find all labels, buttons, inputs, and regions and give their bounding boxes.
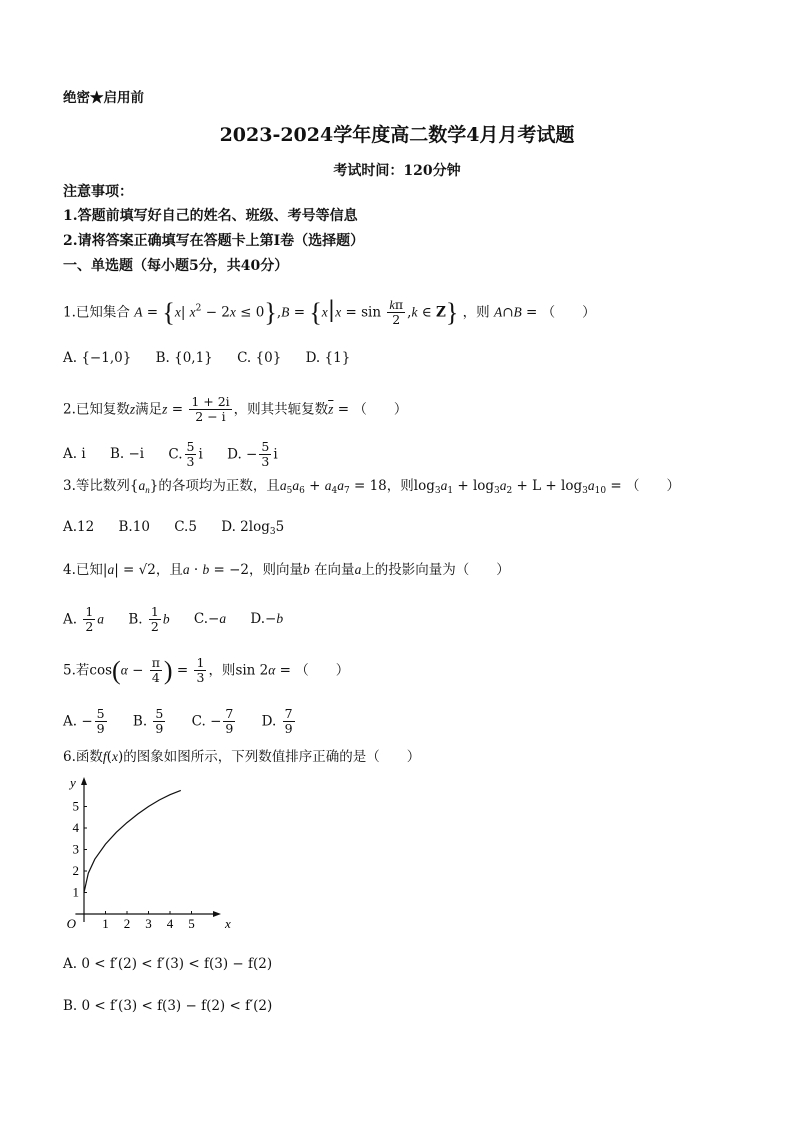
option-a: A. $\frac{1}{2}$ a xyxy=(63,604,105,635)
x-tick-label: 4 xyxy=(166,916,174,931)
exam-title: 2023-2024学年度高二数学4月月考试题 xyxy=(219,124,575,146)
option-a: A. {−1,0} xyxy=(63,350,132,366)
confidential-mark: 绝密★启用前 xyxy=(63,90,144,106)
option-c: C. − $\frac{7}{9}$ xyxy=(191,706,234,737)
question-4-options xyxy=(63,605,303,635)
function-curve xyxy=(84,790,181,892)
exam-time: 考试时间：120分钟 xyxy=(333,163,461,179)
question-6-option-a: A. 0 < f′(2) < f′(3) < f(3) − f(2) xyxy=(63,956,273,972)
y-tick-label: 2 xyxy=(72,863,79,878)
question-5-options xyxy=(63,707,317,737)
question-text: 1.已知集合 xyxy=(63,304,130,321)
graph-curve xyxy=(84,790,181,892)
y-axis-label: y xyxy=(70,775,76,790)
question-4: 4.已知|a| = √2，且a · b = −2，则向量b 在向量a上的投影向量为（ ） xyxy=(63,562,510,578)
option-a: A. − $\frac{5}{9}$ xyxy=(63,706,105,737)
option-c: C.−a xyxy=(193,611,227,628)
question-1: 1.已知集合 A = {x| $x^2 - 2x \le 0\},B = \{x|x = \sin$ $\frac{k\pi}{2}$ ,k ∈ Z} ，则 A∩B = （ ） xyxy=(63,297,596,328)
y-axis-arrow xyxy=(81,777,87,785)
option-b: B. $\frac{5}{9}$ xyxy=(132,706,164,737)
origin-label: O xyxy=(66,916,76,931)
x-tick-label: 2 xyxy=(123,916,131,931)
x-axis-label: x xyxy=(225,916,231,931)
option-a: A.12 xyxy=(63,519,95,535)
x-tick-label: 1 xyxy=(102,916,109,931)
option-b: B. −i xyxy=(109,446,145,463)
y-tick-label: 4 xyxy=(72,820,79,835)
question-2: 2.已知复数z满足z = $\frac{1 + 2i}{2 - i}$ ，则其共轭复数$\overline{z}$ = （ ） xyxy=(63,394,408,425)
option-b: B.10 xyxy=(118,519,150,535)
section-heading: 一、单选题（每小题5分，共40分） xyxy=(63,258,289,274)
graph-axes xyxy=(67,775,231,931)
option-d: D. $\frac{7}{9}$ xyxy=(261,706,293,737)
question-6: 6.函数f(x)的图象如图所示，下列数值排序正确的是（ ） xyxy=(63,749,421,765)
option-c: C. $\frac{5}{3}$ i xyxy=(168,439,203,470)
option-d: D. {1} xyxy=(305,350,351,366)
x-axis-arrow xyxy=(213,911,221,917)
option-c: C.5 xyxy=(174,519,197,535)
note-item: 1.答题前填写好自己的姓名、班级、考号等信息 xyxy=(63,208,358,224)
x-tick-label: 5 xyxy=(188,916,195,931)
question-1-options xyxy=(63,352,370,366)
option-c: C. {0} xyxy=(237,350,282,366)
question-3-options xyxy=(63,521,304,537)
question-6-option-b: B. 0 < f′(3) < f(3) − f(2) < f′(2) xyxy=(63,998,273,1014)
option-b: B. {0,1} xyxy=(155,350,213,366)
function-graph xyxy=(58,775,231,940)
option-a: A. i xyxy=(63,446,86,463)
question-text: ，则 xyxy=(462,304,490,321)
option-b: B. $\frac{1}{2}$ b xyxy=(128,604,170,635)
question-2-options xyxy=(63,440,298,470)
answer-blank: （ ） xyxy=(541,304,596,321)
notes-heading: 注意事项： xyxy=(63,184,133,200)
y-tick-label: 1 xyxy=(72,884,79,900)
question-5: 5.若cos(α − $\frac{\pi}{4}$ ) = $\frac{1}{3}$ ，则sin 2α = （ ） xyxy=(63,655,350,686)
option-d: D. $2\log_35$ xyxy=(221,519,285,537)
question-3: 3.等比数列$\{a_n\}$的各项均为正数，且$a_5a_6 + a_4a_7 = 18$，则$\log_3a_1 + \log_3a_2 + L + \log_3a_{10}$ = （ ） xyxy=(63,478,680,496)
y-tick-label: 3 xyxy=(72,841,79,857)
option-d: D.−b xyxy=(250,611,284,628)
y-tick-label: 5 xyxy=(72,798,79,814)
note-item: 2.请将答案正确填写在答题卡上第I卷（选择题） xyxy=(63,233,365,249)
x-tick-label: 3 xyxy=(145,916,152,931)
option-d: D. − $\frac{5}{3}$ i xyxy=(227,439,278,470)
